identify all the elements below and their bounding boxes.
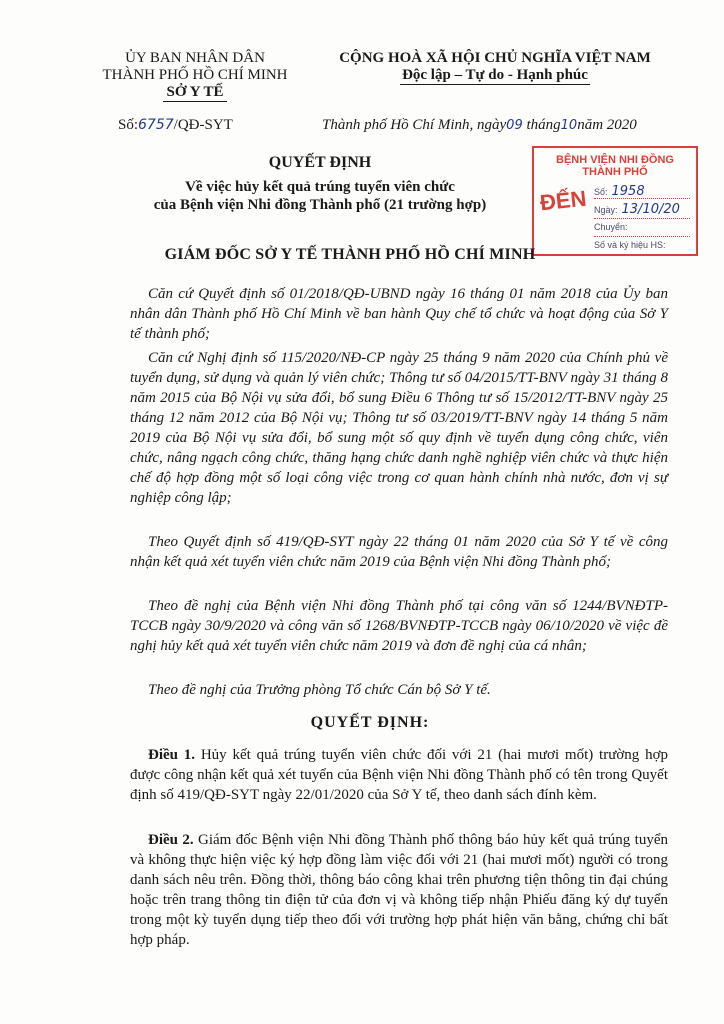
issuer-department: SỞ Y TẾ	[163, 84, 228, 102]
stamp-ngay-value: 13/10/20	[621, 202, 680, 217]
document-title: QUYẾT ĐỊNH	[268, 154, 372, 171]
article-1-label: Điều 1.	[148, 747, 196, 763]
date-month: 10	[560, 118, 578, 133]
stamp-title-2: THÀNH PHỐ	[582, 166, 648, 178]
date-text-1: Thành phố Hồ Chí Minh, ngày	[322, 117, 507, 133]
preamble-paragraph-5: Theo đề nghị của Trưởng phòng Tổ chức Cán bộ Sở Y tế.	[148, 682, 491, 698]
issuer-line-1: ỦY BAN NHÂN DÂN	[125, 50, 265, 66]
director-heading: GIÁM ĐỐC SỞ Y TẾ THÀNH PHỐ HỒ CHÍ MINH	[164, 246, 536, 263]
stamp-ngay-row	[594, 202, 680, 217]
stamp-luu: Số và ký hiệu HS:	[594, 240, 666, 250]
preamble-paragraph-1: Căn cứ Quyết định số 01/2018/QĐ-UBND ngày 16 tháng 01 năm 2018 của Ủy ban nhân dân Thành phố Hồ Chí Minh về ban hành Quy chế tổ chức và hoạt động của Sở Y tế thành phố;	[130, 286, 668, 342]
stamp-chuyen: Chuyển:	[594, 222, 628, 232]
article-2-label: Điều 2.	[148, 832, 194, 848]
article-1	[130, 745, 668, 805]
article-2	[130, 830, 668, 950]
stamp-title-1: BỆNH VIỆN NHI ĐỒNG	[556, 154, 674, 166]
preamble-paragraph-4: Theo đề nghị của Bệnh viện Nhi đồng Thành phố tại công văn số 1244/BVNĐTP-TCCB ngày 30/9/2020 và công văn số 1268/BVNĐTP-TCCB ngày 06/10/2020 về việc đề nghị hủy kết quả xét tuyển viên chức năm 2019 và đơn đề nghị của cá nhân;	[130, 598, 668, 654]
doc-number-prefix: Số:	[118, 117, 139, 133]
document-number	[118, 117, 233, 134]
stamp-so-label: Số:	[594, 187, 608, 197]
country-name: CỘNG HOÀ XÃ HỘI CHỦ NGHĨA VIỆT NAM	[339, 50, 651, 66]
national-motto-block	[305, 50, 685, 85]
stamp-divider	[594, 236, 690, 237]
decision-heading: QUYẾT ĐỊNH:	[310, 714, 430, 731]
document-subtitle-1: Về việc hủy kết quả trúng tuyển viên chức	[185, 179, 455, 195]
doc-number-suffix: /QĐ-SYT	[173, 117, 233, 133]
stamp-so-value: 1958	[611, 184, 645, 199]
date-text-2: tháng	[526, 117, 561, 133]
preamble-paragraph-3: Theo Quyết định số 419/QĐ-SYT ngày 22 tháng 01 năm 2020 của Sở Y tế về công nhận kết quả xét tuyển viên chức năm 2019 của Bệnh viện Nhi đồng Thành phố;	[130, 534, 668, 570]
received-stamp	[532, 146, 698, 256]
article-1-text: Hủy kết quả trúng tuyển viên chức đối với 21 (hai mươi mốt) trường hợp được công nhận kết quả xét tuyển của Bệnh viện Nhi đồng Thành phố có tên trong Quyết định số 419/QĐ-SYT ngày 22/01/2020 của Sở Y tế, theo danh sách đính kèm.	[130, 747, 669, 803]
stamp-ngay-label: Ngày:	[594, 205, 618, 215]
article-2-text: Giám đốc Bệnh viện Nhi đồng Thành phố thông báo hủy kết quả trúng tuyển và không thực hiện việc ký hợp đồng làm việc đối với 21 (hai mươi mốt) người có trong danh sách nêu trên. Đồng thời, thông báo công khai trên phương tiện thông tin đại chúng hoặc trên trang thông tin điện tử của đơn vị và không tiếp nhận Phiếu đăng ký dự tuyển trong một kỳ tuyển dụng tiếp theo đối với trường hợp phát hiện văn bằng, chứng chỉ bất hợp pháp.	[130, 832, 668, 948]
stamp-so-row	[594, 184, 645, 199]
stamp-divider	[594, 198, 690, 199]
issuer-line-2: THÀNH PHỐ HỒ CHÍ MINH	[102, 67, 288, 83]
preamble-paragraph-2: Căn cứ Nghị định số 115/2020/NĐ-CP ngày 25 tháng 9 năm 2020 của Chính phủ về tuyển dụng, sử dụng và quản lý viên chức; Thông tư số 04/2015/TT-BNV ngày 31 tháng 8 năm 2015 của Bộ Nội vụ sửa đổi, bổ sung Điều 6 Thông tư số 15/2012/TT-BNV ngày 25 tháng 12 năm 2012 của Bộ Nội vụ; Thông tư số 03/2019/TT-BNV ngày 14 tháng 5 năm 2019 của Bộ Nội vụ sửa đổi, bổ sung một số quy định về tuyển dụng công chức, viên chức, nâng ngạch công chức, thăng hạng chức danh nghề nghiệp viên chức và thực hiện chế độ hợp đồng một số loại công việc trong cơ quan hành chính nhà nước, đơn vị sự nghiệp công lập;	[130, 350, 668, 506]
stamp-divider	[594, 218, 690, 219]
place-date	[322, 117, 637, 134]
motto: Độc lập – Tự do - Hạnh phúc	[402, 67, 588, 83]
document-subtitle-2: của Bệnh viện Nhi đồng Thành phố (21 trường hợp)	[153, 197, 487, 213]
issuer-block	[85, 50, 305, 102]
doc-number-handwritten: 6757	[138, 117, 174, 133]
date-day: 09	[506, 118, 523, 133]
date-text-3: năm 2020	[577, 117, 637, 133]
stamp-den: ĐẾN	[538, 185, 588, 216]
